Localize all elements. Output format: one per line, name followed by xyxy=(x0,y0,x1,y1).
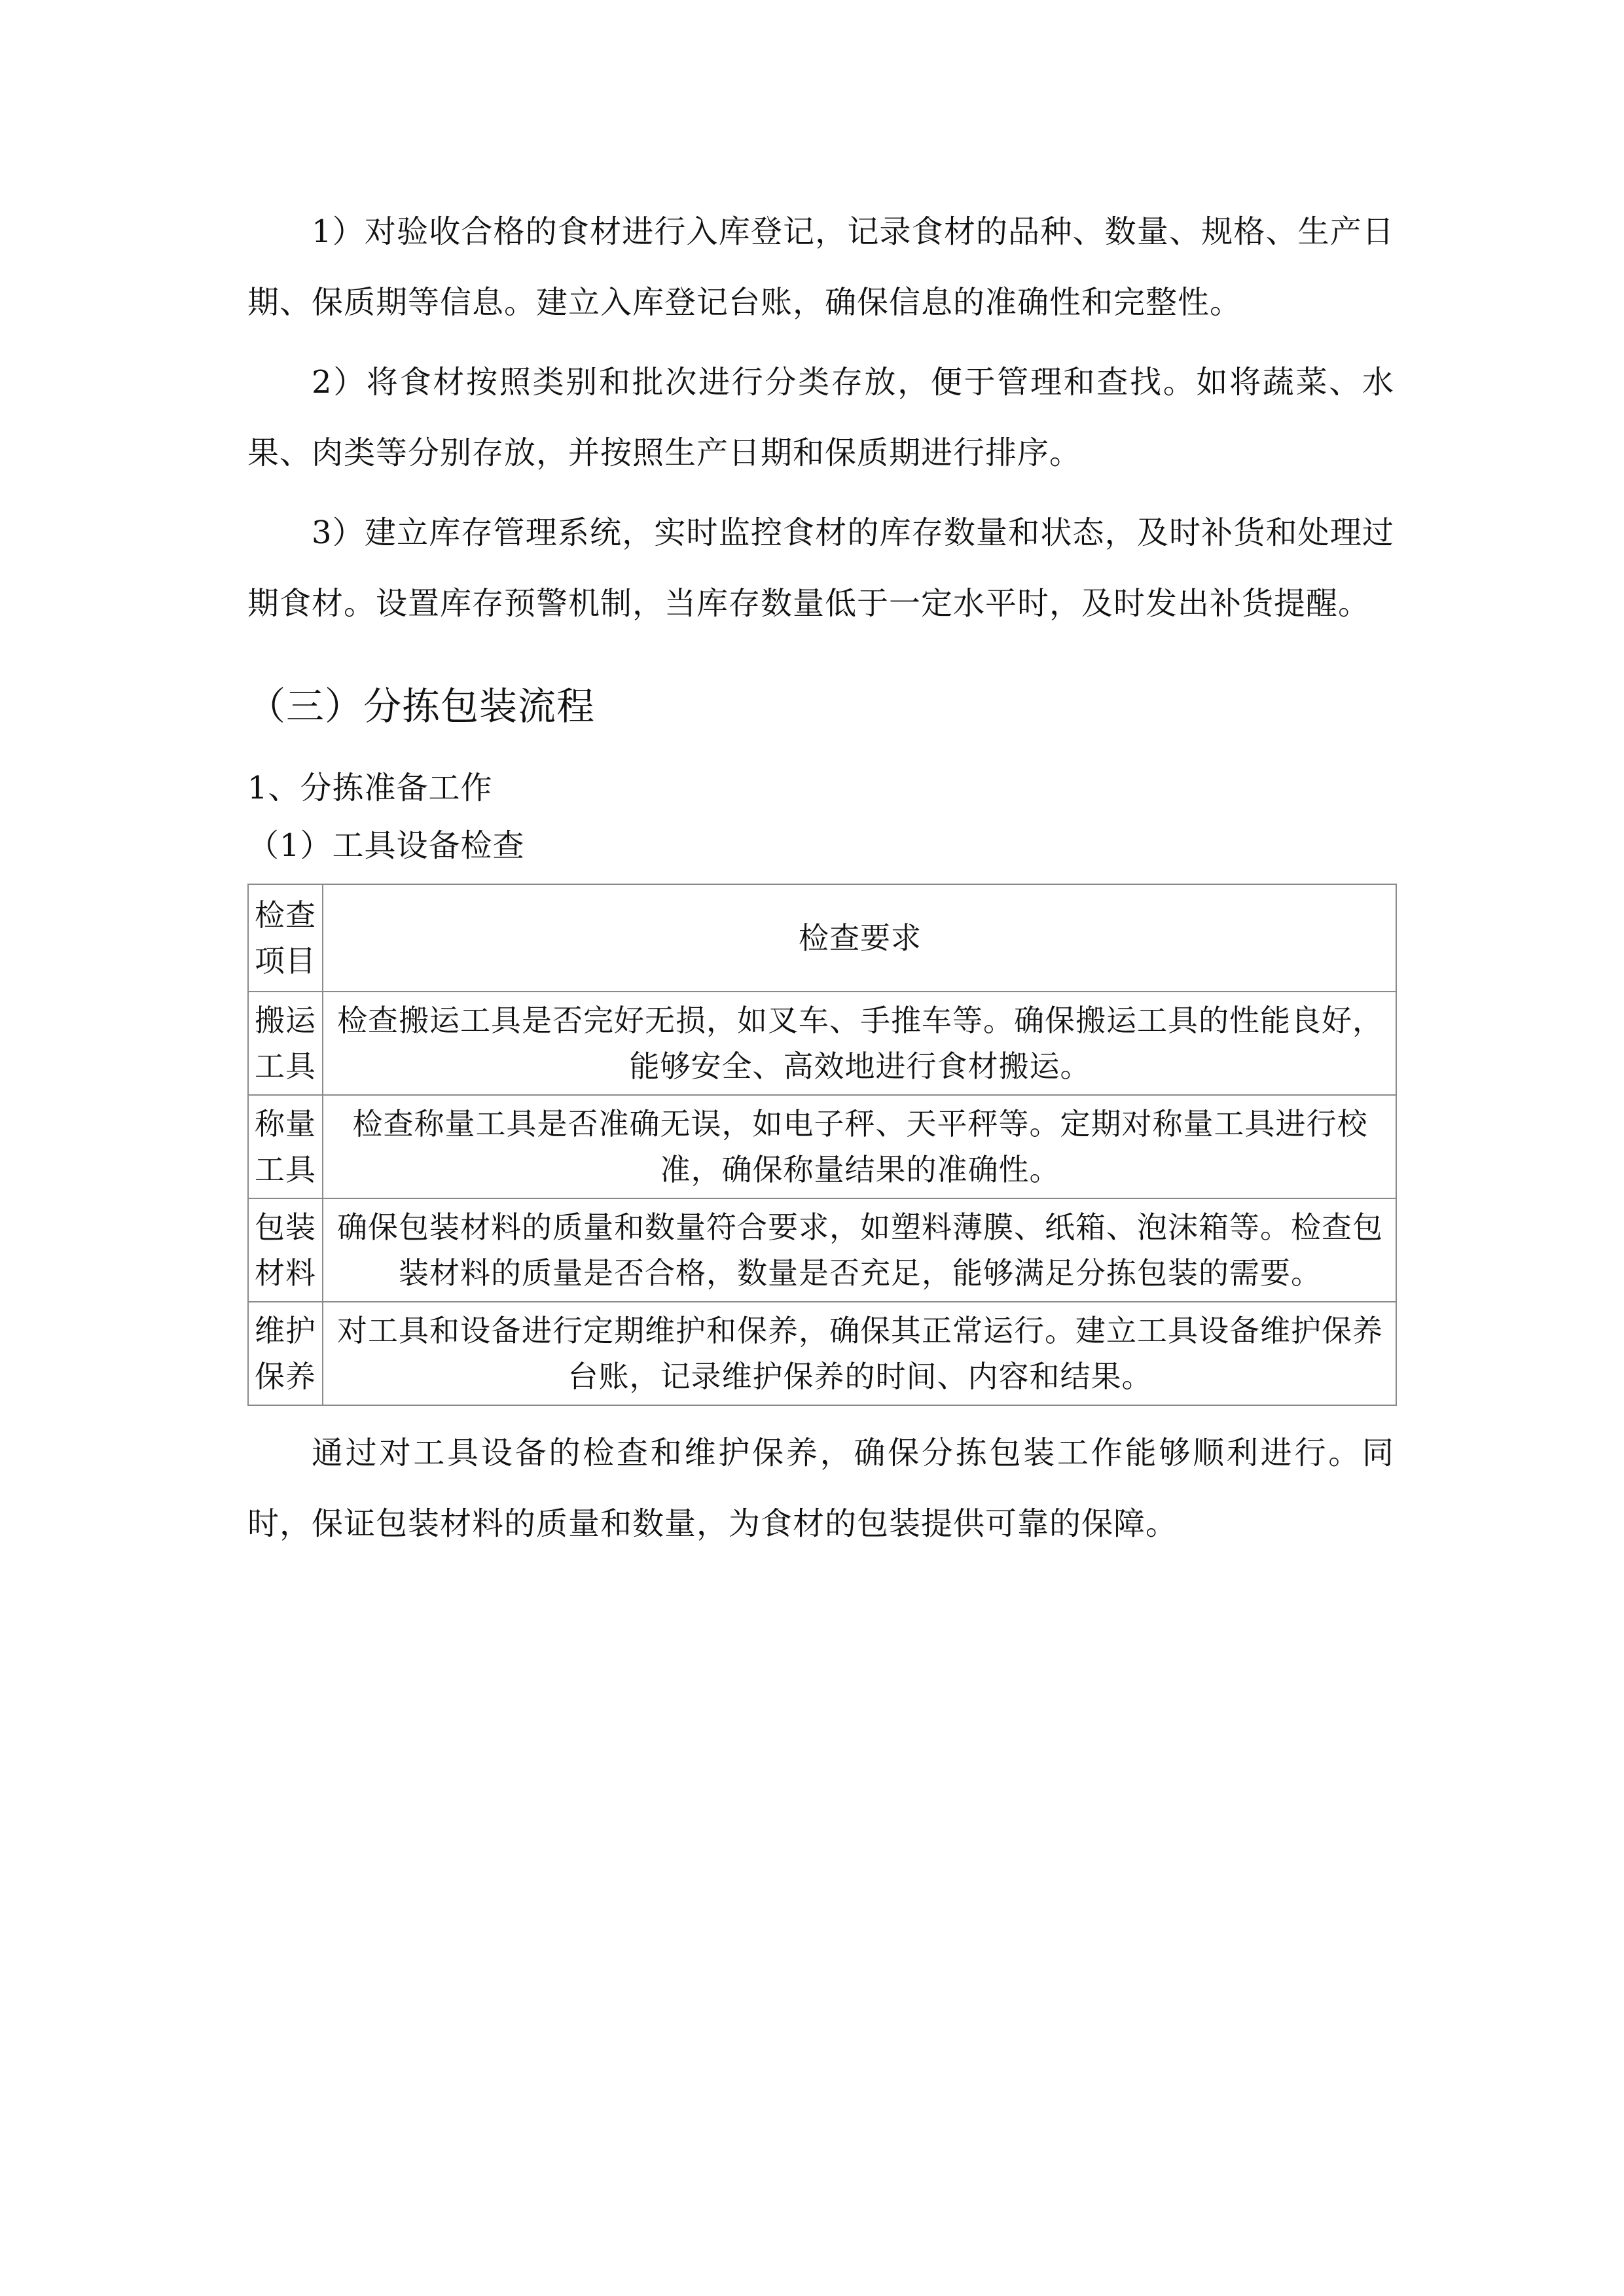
paragraph-inventory-system: 3）建立库存管理系统，实时监控食材的库存数量和状态，及时补货和处理过期食材。设置库存预警机制，当库存数量低于一定水平时，及时发出补货提醒。 xyxy=(247,514,1394,622)
table-cell-requirement: 确保包装材料的质量和数量符合要求，如塑料薄膜、纸箱、泡沫箱等。检查包装材料的质量是否合格，数量是否充足，能够满足分拣包装的需要。 xyxy=(323,1198,1396,1302)
table-cell-item: 包装材料 xyxy=(248,1198,323,1302)
table-cell-requirement: 检查称量工具是否准确无误，如电子秤、天平秤等。定期对称量工具进行校准，确保称量结果的准确性。 xyxy=(323,1095,1396,1198)
paragraph-inbound-registration: 1）对验收合格的食材进行入库登记，记录食材的品种、数量、规格、生产日期、保质期等信息。建立入库登记台账，确保信息的准确性和完整性。 xyxy=(247,213,1394,321)
paragraph-classified-storage: 2）将食材按照类别和批次进行分类存放，便于管理和查找。如将蔬菜、水果、肉类等分别存放，并按照生产日期和保质期进行排序。 xyxy=(247,364,1394,471)
page-content xyxy=(247,196,1394,1568)
table-header-row xyxy=(248,884,1396,992)
table-cell-requirement: 检查搬运工具是否完好无损，如叉车、手推车等。确保搬运工具的性能良好，能够安全、高效地进行食材搬运。 xyxy=(323,992,1396,1095)
header-check-item: 检查项目 xyxy=(248,884,323,992)
paragraph-closing: 通过对工具设备的检查和维护保养，确保分拣包装工作能够顺利进行。同时，保证包装材料的质量和数量，为食材的包装提供可靠的保障。 xyxy=(247,1435,1394,1542)
section-heading: （三）分拣包装流程 xyxy=(247,684,596,728)
tool-check-table xyxy=(247,884,1397,1406)
sub-heading-sorting-prep: 1、分拣准备工作 xyxy=(247,770,493,806)
table-cell-requirement: 对工具和设备进行定期维护和保养，确保其正常运行。建立工具设备维护保养台账，记录维护保养的时间、内容和结果。 xyxy=(323,1302,1396,1405)
table-row xyxy=(248,1302,1396,1405)
table-cell-item: 维护保养 xyxy=(248,1302,323,1405)
header-check-requirement: 检查要求 xyxy=(323,884,1396,992)
sub-heading-tool-check: （1）工具设备检查 xyxy=(247,827,525,864)
table-row xyxy=(248,992,1396,1095)
table-cell-item: 称量工具 xyxy=(248,1095,323,1198)
table-row xyxy=(248,1095,1396,1198)
table-cell-item: 搬运工具 xyxy=(248,992,323,1095)
table-row xyxy=(248,1198,1396,1302)
